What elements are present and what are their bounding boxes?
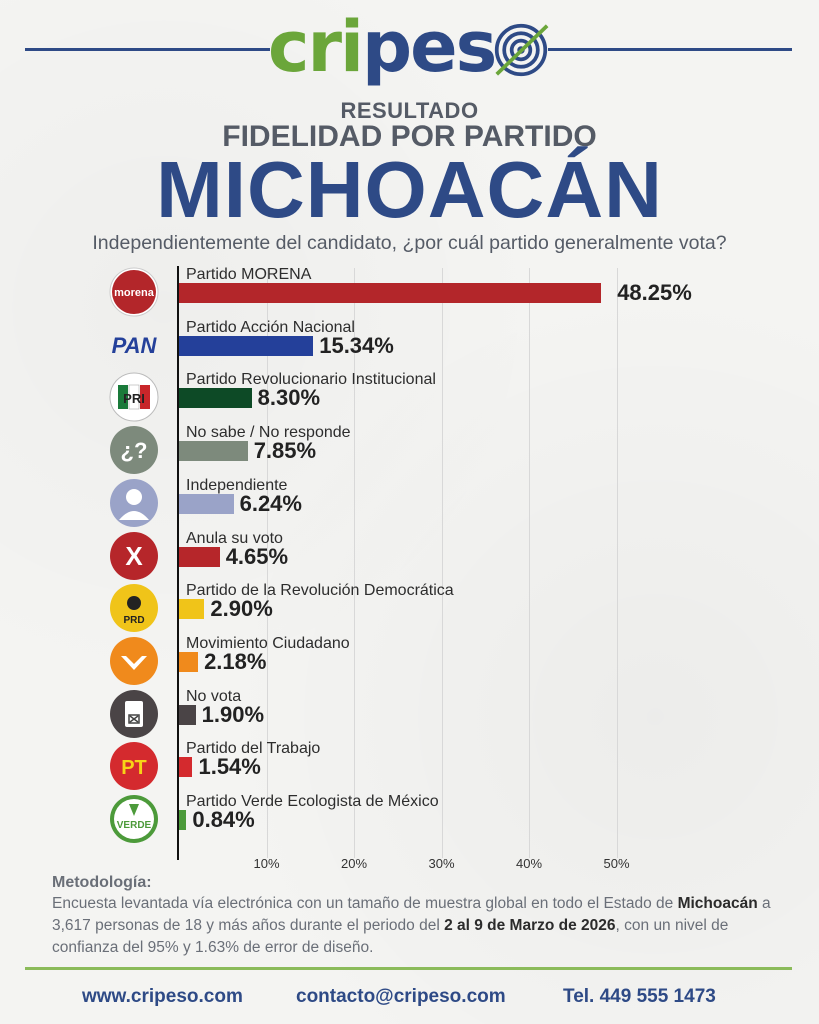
- category-label: Partido Revolucionario Institucional: [186, 371, 436, 389]
- brand-wordmark: cri pes: [268, 6, 496, 88]
- website-link[interactable]: www.cripeso.com: [82, 986, 243, 1007]
- chart-row: [0, 793, 819, 845]
- category-label: No sabe / No responde: [186, 424, 351, 442]
- data-label: 1.54%: [198, 754, 261, 780]
- chart-row: [0, 371, 819, 423]
- verde-logo-icon: [109, 794, 159, 844]
- x-tick-label: 10%: [253, 856, 280, 871]
- bar: [179, 441, 248, 461]
- methodology-dates: 2 al 9 de Marzo de 2026: [444, 917, 616, 934]
- methodology-text: [52, 893, 782, 959]
- category-label: Partido Acción Nacional: [186, 318, 355, 336]
- phone-number: Tel. 449 555 1473: [563, 986, 716, 1007]
- data-label: 15.34%: [319, 332, 394, 358]
- result-label: RESULTADO: [340, 98, 479, 123]
- methodology-state: Michoacán: [677, 895, 758, 912]
- chart-row: [0, 635, 819, 687]
- methodology-line2: a 3,617 personas de 18 y más años durante el periodo del: [52, 895, 771, 934]
- x-tick-label: 20%: [340, 856, 368, 871]
- svg-text:VERDE: VERDE: [116, 820, 152, 831]
- svg-text:PT: PT: [121, 757, 147, 780]
- bar: [179, 652, 198, 672]
- category-label: Anula su voto: [186, 529, 283, 547]
- x-mark-icon: [109, 531, 159, 581]
- page-title: MICHOACÁN: [156, 145, 663, 234]
- x-tick-label: 40%: [515, 856, 543, 871]
- email-link[interactable]: contacto@cripeso.com: [296, 986, 506, 1007]
- pt-logo-icon: [109, 741, 159, 791]
- data-label: 2.18%: [204, 648, 267, 674]
- chart-row: [0, 582, 819, 634]
- data-label: 4.65%: [225, 543, 289, 569]
- data-label: 1.90%: [201, 701, 265, 727]
- pan-logo-icon: [109, 320, 159, 370]
- person-icon: [109, 478, 159, 528]
- x-tick-label: 50%: [603, 856, 630, 871]
- data-label: 48.25%: [617, 280, 692, 305]
- svg-text:¿?: ¿?: [120, 438, 148, 464]
- svg-text:PRI: PRI: [123, 391, 145, 407]
- category-label: Partido MORENA: [186, 266, 312, 283]
- chart-row: [0, 477, 819, 529]
- bar: [179, 810, 186, 830]
- chart-row: [0, 740, 819, 792]
- category-label: Partido de la Revolución Democrática: [186, 582, 454, 600]
- data-label: 7.85%: [253, 438, 317, 464]
- ballot-icon: [109, 689, 159, 739]
- bar: [179, 757, 192, 777]
- chart-row: [0, 688, 819, 740]
- methodology-line3: , con un nivel de confianza del 95% y 1.63% de error de diseño.: [52, 917, 729, 956]
- chart-subtitle: FIDELIDAD POR PARTIDO: [222, 120, 597, 153]
- methodology-title: Metodología:: [52, 874, 152, 891]
- morena-logo-icon: [109, 267, 159, 317]
- category-label: Independiente: [186, 476, 288, 494]
- data-label: 0.84%: [192, 807, 255, 832]
- category-label: No vota: [186, 687, 242, 705]
- bar: [179, 388, 252, 408]
- category-label: Partido del Trabajo: [186, 740, 321, 758]
- svg-text:X: X: [125, 540, 143, 571]
- bar: [179, 705, 196, 725]
- methodology-line1: Encuesta levantada vía electrónica con un tamaño de muestra global en todo el Estado de: [52, 895, 674, 912]
- data-label: 8.30%: [257, 385, 321, 411]
- bar: [179, 547, 220, 567]
- footer-divider: [25, 967, 792, 970]
- x-tick-label: 30%: [428, 856, 455, 871]
- bar: [179, 494, 234, 514]
- chart-row: [0, 424, 819, 476]
- svg-text:PRD: PRD: [123, 615, 145, 627]
- question-mark-icon: [109, 425, 159, 475]
- chart-row: [0, 530, 819, 582]
- chart-row: [0, 266, 819, 318]
- svg-text:morena: morena: [114, 287, 154, 299]
- category-label: Partido Verde Ecologista de México: [186, 793, 439, 810]
- bar: [179, 599, 204, 619]
- svg-text:PAN: PAN: [111, 332, 157, 358]
- survey-question: Independientemente del candidato, ¿por cuál partido generalmente vota?: [92, 232, 727, 254]
- chart-row: [0, 319, 819, 371]
- bar: [179, 283, 601, 303]
- data-label: 2.90%: [210, 596, 273, 622]
- movimiento-ciudadano-logo-icon: [109, 636, 159, 686]
- bar: [179, 336, 313, 356]
- prd-logo-icon: [109, 583, 159, 633]
- data-label: 6.24%: [239, 490, 302, 516]
- pri-logo-icon: [109, 372, 159, 422]
- category-label: Movimiento Ciudadano: [186, 634, 350, 652]
